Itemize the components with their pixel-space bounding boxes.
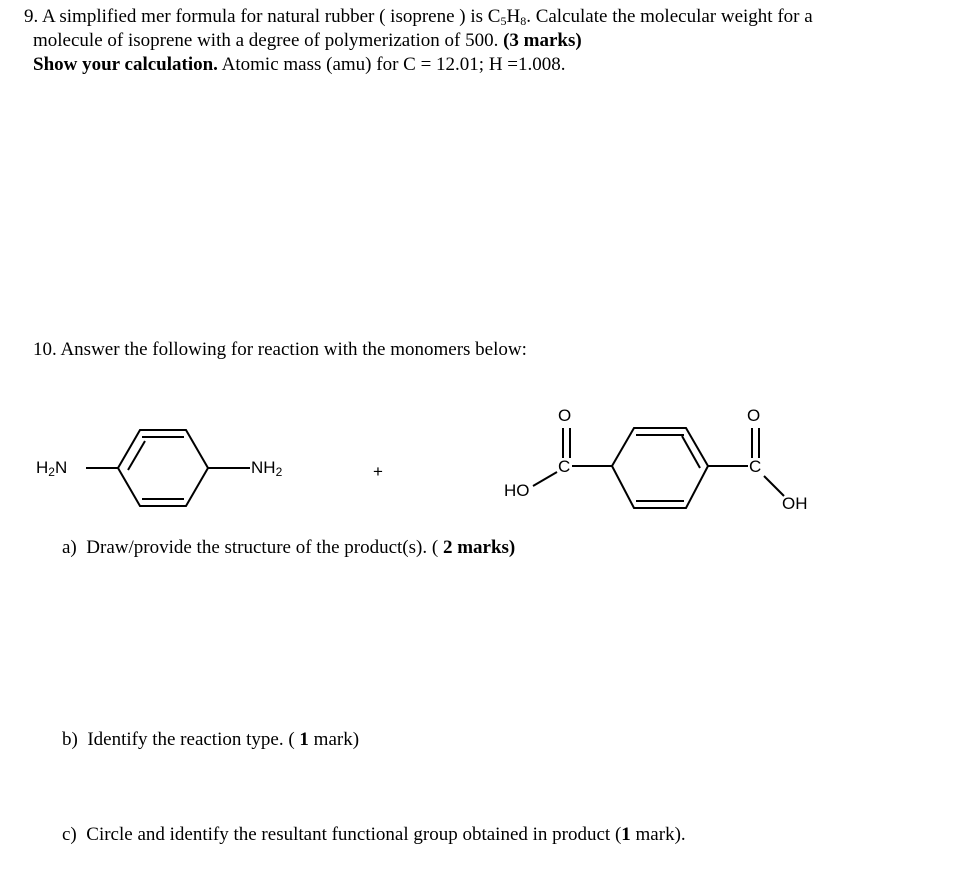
formula-subscript-5: 5	[500, 14, 507, 28]
formula-subscript-8: 8	[520, 14, 527, 28]
atomic-mass-info: Atomic mass (amu) for C = 12.01; H =1.008.	[217, 54, 566, 75]
subquestion-b-marks-rest: mark)	[308, 729, 360, 750]
subquestion-a-label: a)	[62, 537, 77, 558]
subquestion-c-label: c)	[62, 824, 77, 845]
subquestion-a-text: Draw/provide the structure of the product(s). (	[86, 537, 443, 558]
subquestion-b	[62, 729, 359, 751]
left-amine-label	[36, 458, 67, 478]
subquestion-a	[62, 537, 515, 559]
acid-right-hydroxyl: OH	[782, 494, 808, 513]
acid-left-carbonyl-oxygen: O	[558, 406, 572, 425]
question-9-marks: (3 marks)	[503, 30, 582, 51]
question-10-intro: 10. Answer the following for reaction with the monomers below:	[33, 339, 527, 360]
show-calculation-instruction: Show your calculation.	[33, 54, 218, 75]
amine-right-nh: NH	[251, 458, 276, 477]
acid-left-carbon: C	[558, 457, 571, 476]
subquestion-c-marks-number: 1	[621, 824, 631, 845]
acid-right-carbonyl-oxygen: O	[747, 406, 761, 425]
question-9-text-1-end: . Calculate the molecular weight for a	[526, 6, 813, 27]
right-amine-label	[251, 458, 282, 478]
subquestion-a-marks: 2 marks)	[442, 537, 516, 558]
amine-left-h: H	[36, 458, 49, 477]
subquestion-b-label: b)	[62, 729, 78, 750]
question-9-text-2: molecule of isoprene with a degree of polymerization of 500.	[33, 30, 504, 51]
diacid-benzene-ring	[612, 428, 708, 508]
acid-right-carbon: C	[749, 457, 762, 476]
formula-h: H	[506, 6, 521, 27]
amine-left-subscript: 2	[48, 465, 55, 479]
subquestion-b-text: Identify the reaction type. (	[87, 729, 300, 750]
subquestion-c-marks-rest: mark).	[630, 824, 686, 845]
question-9-number: 9.	[24, 6, 39, 27]
amine-right-subscript: 2	[275, 465, 283, 479]
subquestion-c-text: Circle and identify the resultant functional group obtained in product (	[86, 824, 622, 845]
subquestion-b-marks-number: 1	[299, 729, 309, 750]
diamine-benzene-ring	[118, 430, 208, 506]
question-9-text-1: A simplified mer formula for natural rubber ( isoprene ) is C	[41, 6, 501, 27]
amine-left-n: N	[54, 458, 68, 477]
subquestion-c	[62, 824, 686, 846]
plus-sign: +	[373, 462, 383, 481]
acid-left-hydroxyl: HO	[504, 481, 530, 500]
